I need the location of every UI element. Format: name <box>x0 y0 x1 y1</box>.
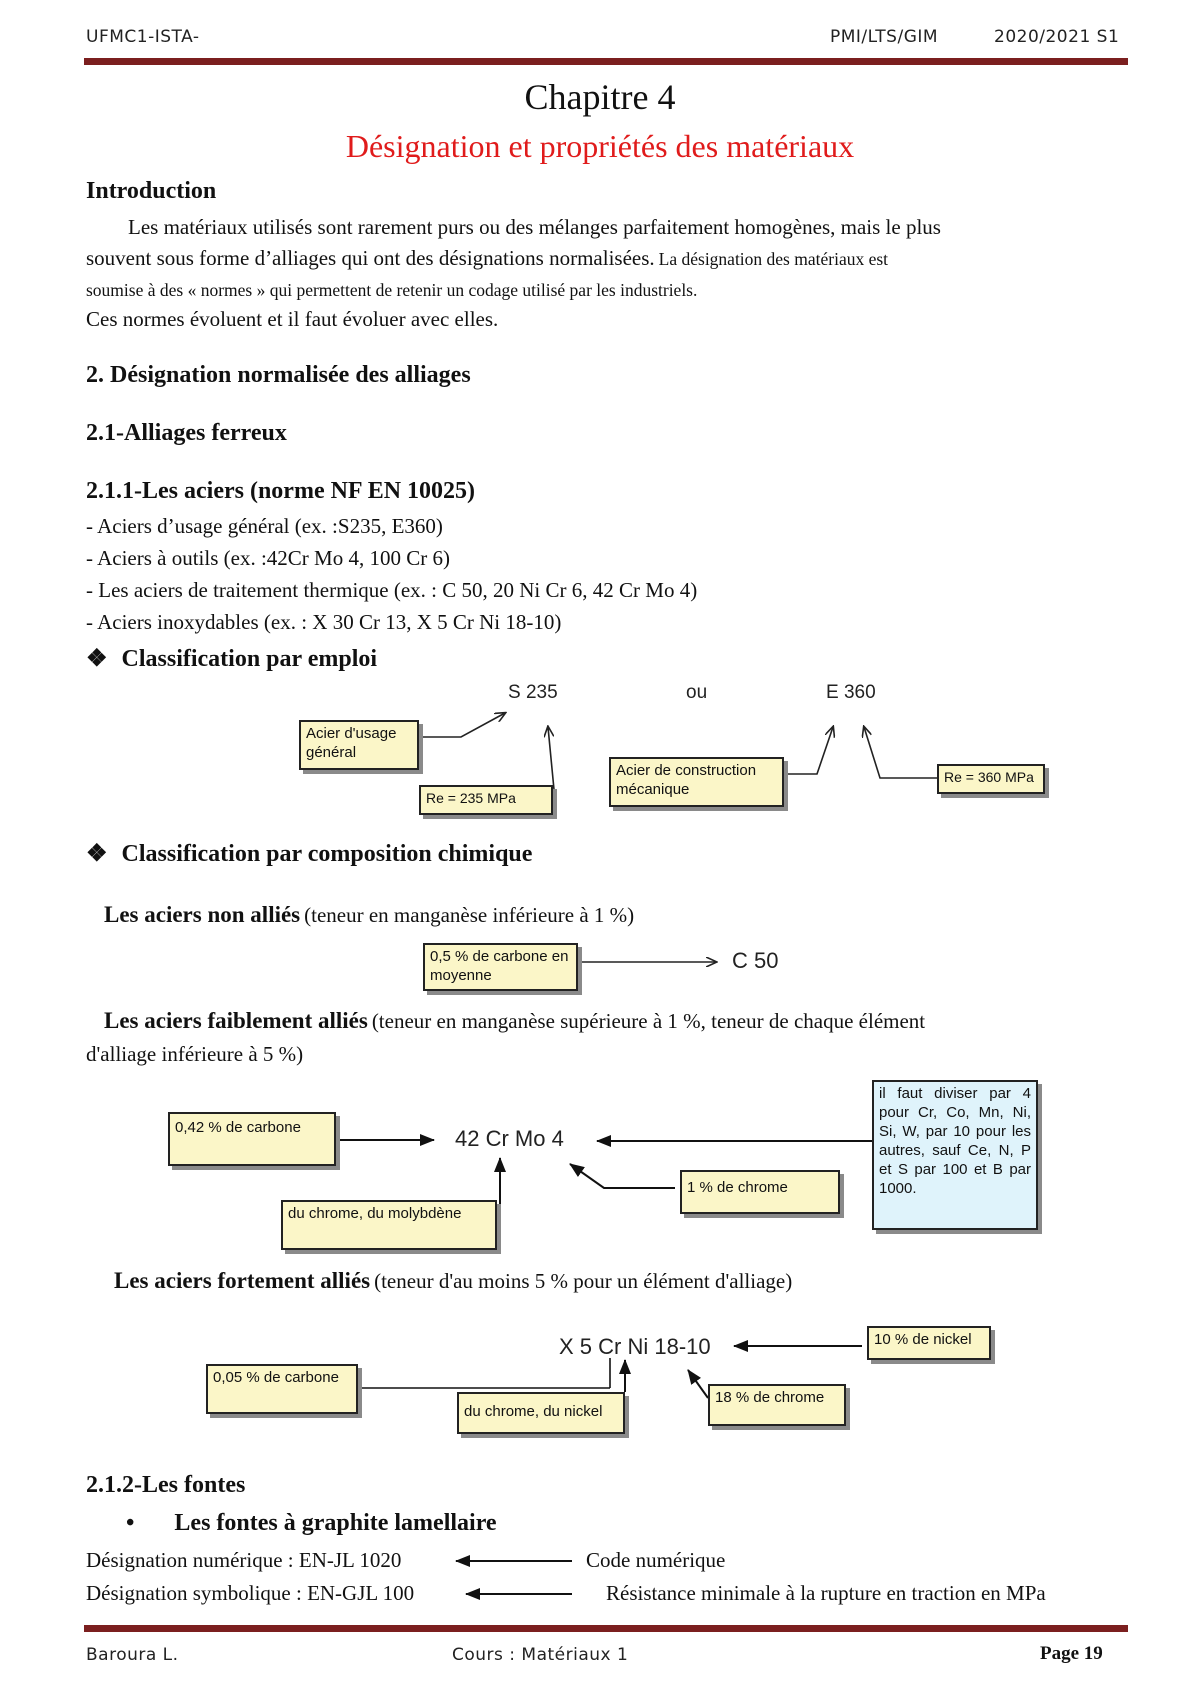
fontes-sub: • Les fontes à graphite lamellaire <box>126 1510 497 1536</box>
chapter-subtitle: Désignation et propriétés des matériaux <box>345 128 855 164</box>
code-c50: C 50 <box>732 948 779 973</box>
fontes-num-label: Désignation numérique : EN-JL 1020 <box>86 1548 402 1572</box>
intro-line2a: souvent sous forme d’alliages qui ont des désignations normalisées. <box>86 246 655 270</box>
division-rule-note: il faut diviser par 4 pour Cr, Co, Mn, Ni, Si, W, par 10 pour les autres, sauf Ce, N, P et S par 100 et B par 1000. <box>872 1080 1038 1230</box>
footer-rule <box>84 1625 1128 1632</box>
page-number: Page 19 <box>1040 1643 1103 1664</box>
intro-line2b: La désignation des matériaux est <box>658 249 889 269</box>
ou-label: ou <box>686 682 708 703</box>
chrome-1-box: 1 % de chrome <box>680 1170 840 1214</box>
faiblement-line2: d'alliage inférieure à 5 %) <box>86 1042 304 1066</box>
intro-line4: Ces normes évoluent et il faut évoluer avec elles. <box>86 307 499 331</box>
aciers-list-item: - Aciers d’usage général (ex. :S235, E360) <box>86 514 443 538</box>
aciers-list-item: - Les aciers de traitement thermique (ex. : C 50, 20 Ni Cr 6, 42 Cr Mo 4) <box>86 578 698 602</box>
fontes-num-desc: Code numérique <box>586 1548 726 1572</box>
code-x5crni1810: X 5 Cr Ni 18-10 <box>559 1334 711 1359</box>
code-e360: E 360 <box>826 682 876 703</box>
bullet-icon: • <box>126 1510 135 1536</box>
diamond-bullet-icon: ❖ <box>86 646 108 672</box>
chrome-nickel-box: du chrome, du nickel <box>457 1392 625 1434</box>
carbone-005-box: 0,05 % de carbone <box>206 1364 358 1414</box>
header-right: 2020/2021 S1 <box>994 27 1120 47</box>
aciers-list-item: - Aciers inoxydables (ex. : X 30 Cr 13, X 5 Cr Ni 18-10) <box>86 610 562 634</box>
non-allies-line: Les aciers non alliés (teneur en manganèse inférieure à 1 %) <box>104 902 635 927</box>
code-s235: S 235 <box>508 682 558 703</box>
carbone-042-box: 0,42 % de carbone <box>168 1112 336 1166</box>
section-21-heading: 2.1-Alliages ferreux <box>86 420 287 446</box>
acier-usage-box: Acier d'usage général <box>299 720 419 770</box>
classification-emploi-heading: ❖ Classification par emploi <box>86 646 378 672</box>
header-center: PMI/LTS/GIM <box>830 27 939 47</box>
fontes-sym-desc: Résistance minimale à la rupture en traction en MPa <box>606 1581 1046 1605</box>
chapter-title: Chapitre 4 <box>524 77 676 117</box>
section-2-heading: 2. Désignation normalisée des alliages <box>86 362 471 388</box>
carbone-05-box: 0,5 % de carbone en moyenne <box>423 943 578 991</box>
chrome-molybdene-box: du chrome, du molybdène <box>281 1200 497 1250</box>
classification-chimique-heading: ❖ Classification par composition chimique <box>86 841 533 867</box>
fortement-line: Les aciers fortement alliés (teneur d'au moins 5 % pour un élément d'alliage) <box>114 1268 793 1293</box>
faiblement-line1: Les aciers faiblement alliés (teneur en manganèse supérieure à 1 %, teneur de chaque élément <box>104 1008 926 1033</box>
code-42crmo4: 42 Cr Mo 4 <box>455 1126 564 1151</box>
aciers-list-item: - Aciers à outils (ex. :42Cr Mo 4, 100 Cr 6) <box>86 546 450 570</box>
diamond-bullet-icon: ❖ <box>86 841 108 867</box>
footer-course: Cours : Matériaux 1 <box>452 1645 629 1665</box>
re360-box: Re = 360 MPa <box>937 764 1045 794</box>
chrome-18-box: 18 % de chrome <box>708 1384 846 1426</box>
header-left: UFMC1-ISTA- <box>86 27 200 47</box>
fontes-heading: 2.1.2-Les fontes <box>86 1472 246 1498</box>
intro-line3: soumise à des « normes » qui permettent de retenir un codage utilisé par les industriels. <box>86 280 698 300</box>
section-211-heading: 2.1.1-Les aciers (norme NF EN 10025) <box>86 478 476 504</box>
footer-author: Baroura L. <box>86 1645 179 1665</box>
intro-heading: Introduction <box>86 178 217 204</box>
intro-line1: Les matériaux utilisés sont rarement purs ou des mélanges parfaitement homogènes, mais le plus <box>128 215 941 239</box>
fontes-sym-label: Désignation symbolique : EN-GJL 100 <box>86 1581 415 1605</box>
re235-box: Re = 235 MPa <box>419 785 553 815</box>
acier-construction-box: Acier de construction mécanique <box>609 757 784 807</box>
nickel-10-box: 10 % de nickel <box>867 1326 991 1360</box>
